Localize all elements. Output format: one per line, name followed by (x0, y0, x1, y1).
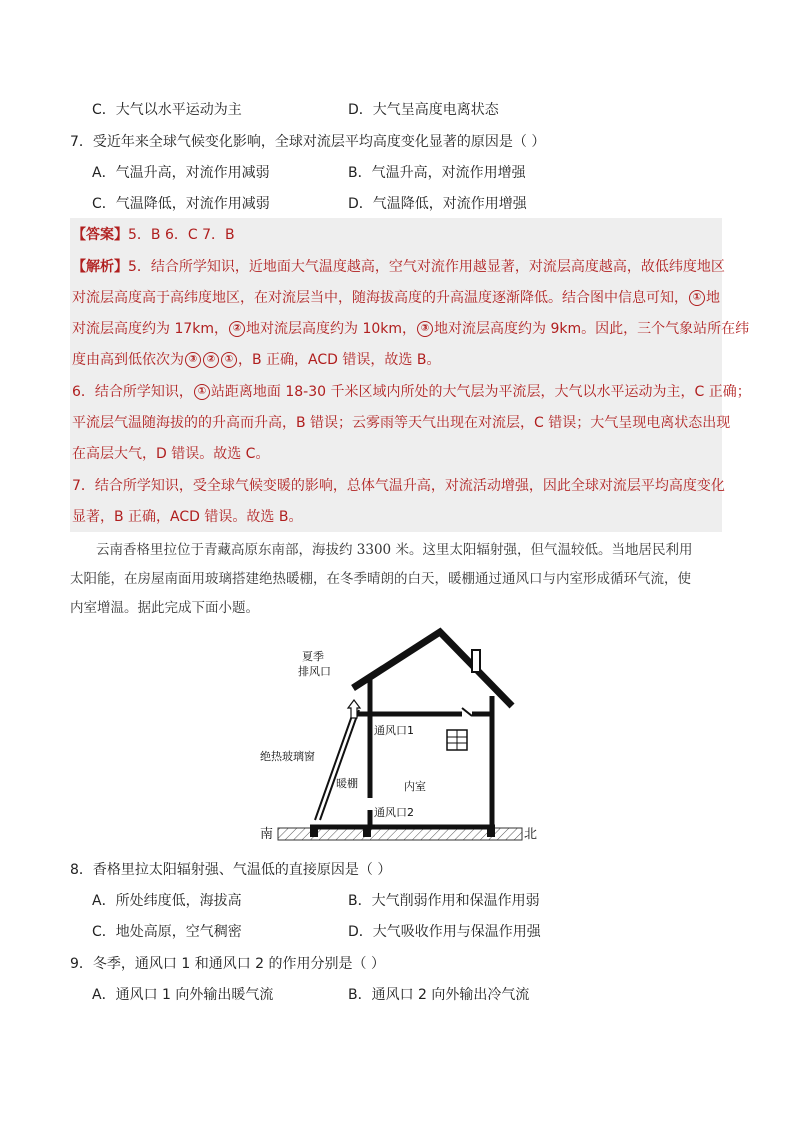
vent1-label: 通风口1 (374, 724, 414, 737)
q8-option-a: A．所处纬度低，海拔高 (92, 893, 242, 909)
analysis-p3-line2: 显著，B 正确，ACD 错误。故选 B。 (72, 509, 303, 525)
analysis-text: 地对流层高度约为 10km， (246, 321, 417, 337)
q9-stem: 9．冬季，通风口 1 和通风口 2 的作用分别是（ ） (70, 956, 385, 972)
circled-number: ① (689, 290, 705, 306)
passage-line3: 内室增温。据此完成下面小题。 (70, 600, 259, 616)
analysis-p2-line3: 在高层大气，D 错误。故选 C。 (72, 446, 270, 462)
analysis-p1-line4 (72, 350, 440, 370)
analysis-p3-line1: 7．结合所学知识，受全球气候变暖的影响，总体气温升高，对流活动增强，因此全球对流层平均高度变化 (72, 478, 725, 494)
q9-option-a: A．通风口 1 向外输出暖气流 (92, 987, 274, 1003)
circled-number: ① (221, 352, 237, 368)
circled-number: ② (229, 321, 245, 337)
analysis-text: 站距离地面 18-30 千米区域内所处的大气层为平流层，大气以水平运动为主，C 正确； (210, 384, 751, 400)
greenhouse-label: 暖棚 (336, 777, 358, 790)
summer-vent-label-1: 夏季 (302, 650, 324, 663)
analysis-text: 对流层高度高于高纬度地区，在对流层当中，随海拔高度的升高温度逐渐降低。结合图中信息可知， (72, 290, 688, 306)
q7-stem: 7．受近年来全球气候变化影响，全球对流层平均高度变化显著的原因是（ ） (70, 134, 546, 150)
q9-option-b: B．通风口 2 向外输出冷气流 (348, 987, 530, 1003)
analysis-text: ，B 正确，ACD 错误，故选 B。 (238, 352, 441, 368)
analysis-text: 地 (706, 290, 720, 306)
q8-option-c: C．地处高原，空气稠密 (92, 924, 242, 940)
analysis-label: 【解析】 (72, 259, 128, 275)
answer-label: 【答案】 (72, 227, 128, 243)
q6-option-d: D．大气呈高度电离状态 (348, 102, 499, 118)
insulating-glass-window (320, 710, 359, 820)
q8-option-d: D．大气吸收作用与保温作用强 (348, 924, 541, 940)
answer-text: 5．B 6．C 7．B (128, 227, 235, 243)
vent2-label: 通风口2 (374, 806, 414, 819)
summer-vent-label-2: 排风口 (298, 665, 331, 678)
answer-row (72, 225, 235, 245)
roof (353, 632, 512, 706)
circled-number: ③ (185, 352, 201, 368)
window-grid-icon (447, 730, 467, 750)
analysis-p1-line3 (72, 319, 749, 339)
q8-option-b: B．大气削弱作用和保温作用弱 (348, 893, 540, 909)
glass-label: 绝热玻璃窗 (260, 750, 315, 763)
q6-option-c: C．大气以水平运动为主 (92, 102, 242, 118)
analysis-p1-line1 (72, 257, 725, 277)
inner-room-label: 内室 (404, 780, 426, 793)
q8-stem: 8．香格里拉太阳辐射强、气温低的直接原因是（ ） (70, 862, 392, 878)
q7-option-d: D．气温降低，对流作用增强 (348, 196, 527, 212)
passage-line1: 云南香格里拉位于青藏高原东南部，海拔约 3300 米。这里太阳辐射强，但气温较低。当地居民利用 (96, 542, 693, 558)
analysis-p1-line2 (72, 288, 720, 308)
passage-line2: 太阳能，在房屋南面用玻璃搭建绝热暖棚，在冬季晴朗的白天，暖棚通过通风口与内室形成循环气流，使 (70, 571, 691, 587)
analysis-text: 地对流层高度约为 9km。因此，三个气象站所在纬 (434, 321, 750, 337)
analysis-p2-line1 (72, 382, 751, 402)
q7-option-b: B．气温升高，对流作用增强 (348, 165, 526, 181)
analysis-text: 6．结合所学知识， (72, 384, 193, 400)
circled-number: ③ (417, 321, 433, 337)
q7-option-a: A．气温升高，对流作用减弱 (92, 165, 270, 181)
south-label: 南 (260, 827, 274, 842)
house-diagram (250, 620, 540, 855)
q7-option-c: C．气温降低，对流作用减弱 (92, 196, 270, 212)
chimney (472, 650, 480, 672)
analysis-text: 对流层高度约为 17km， (72, 321, 229, 337)
circled-number: ① (194, 384, 210, 400)
analysis-p2-line2: 平流层气温随海拔的的升高而升高，B 错误；云雾雨等天气出现在对流层，C 错误；大气呈现电离状态出现 (72, 415, 731, 431)
north-label: 北 (524, 827, 538, 842)
analysis-text: 度由高到低依次为 (72, 352, 184, 368)
circled-number: ② (203, 352, 219, 368)
analysis-text: 5．结合所学知识，近地面大气温度越高，空气对流作用越显著，对流层高度越高，故低纬度地区 (128, 259, 725, 275)
